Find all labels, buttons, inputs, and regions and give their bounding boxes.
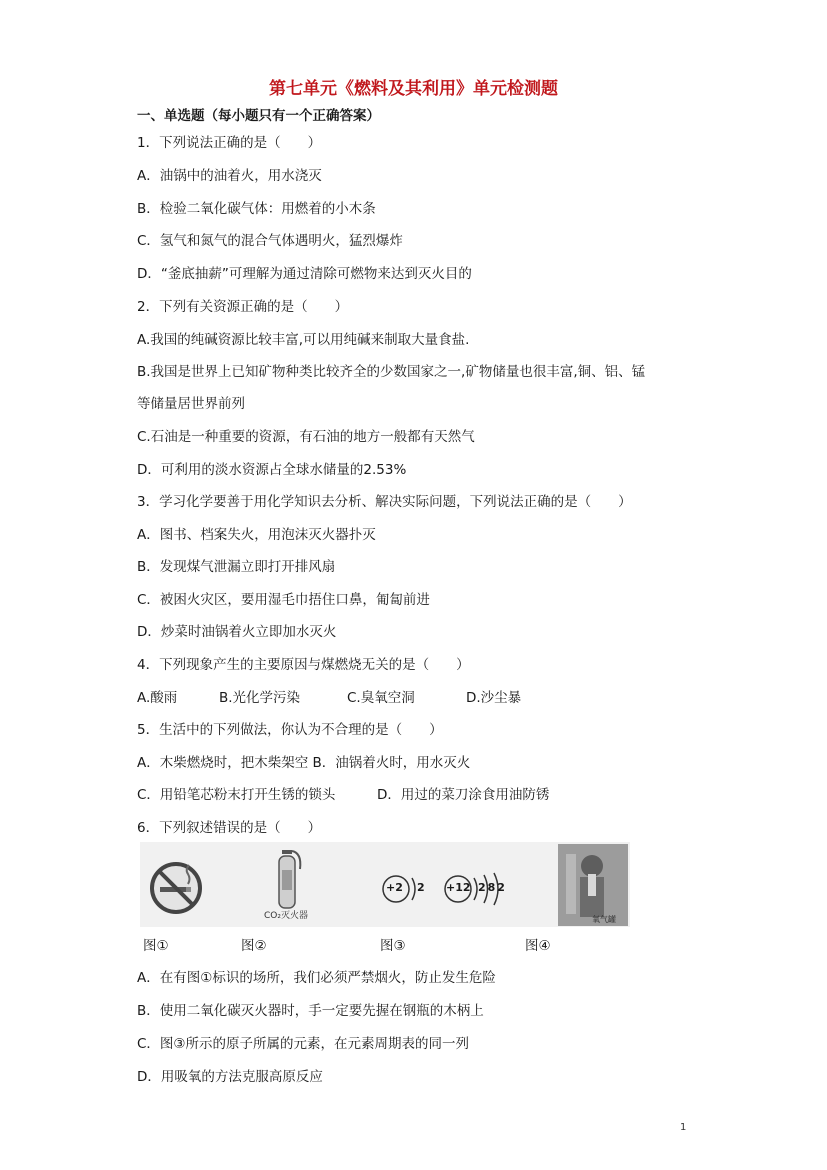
q2-option-d: D．可利用的淡水资源占全球水储量的2.53%	[137, 462, 407, 478]
q3-option-c: C．被困火灾区，要用湿毛巾捂住口鼻，匍匐前进	[137, 592, 430, 608]
q6-option-a: A．在有图①标识的场所，我们必须严禁烟火，防止发生危险	[137, 970, 496, 986]
q3-option-b: B．发现煤气泄漏立即打开排风扇	[137, 559, 336, 575]
q2-stem: 2．下列有关资源正确的是（ ）	[137, 299, 349, 315]
q1-option-c: C．氢气和氮气的混合气体遇明火，猛烈爆炸	[137, 233, 403, 249]
q6-figure-strip	[140, 842, 630, 927]
figure-caption-3: 图③	[380, 938, 406, 954]
q5-option-c: C．用铅笔芯粉末打开生锈的锁头	[137, 787, 336, 803]
figure-caption-4: 图④	[525, 938, 551, 954]
oxygen-can-label: 氧气罐	[592, 915, 616, 924]
figure-caption-1: 图①	[143, 938, 169, 954]
fire-extinguisher-label: CO₂灭火器	[264, 911, 308, 921]
q3-option-d: D．炒菜时油锅着火立即加水灭火	[137, 624, 337, 640]
q5-option-ab: A．木柴燃烧时，把木柴架空 B．油锅着火时，用水灭火	[137, 755, 471, 771]
section-heading: 一、单选题（每小题只有一个正确答案）	[137, 108, 380, 124]
q5-options-cd	[137, 785, 587, 805]
fire-extinguisher-icon	[268, 844, 308, 912]
q6-option-d: D．用吸氧的方法克服高原反应	[137, 1069, 323, 1085]
atom1-electrons: 2	[417, 881, 425, 894]
q4-option-b: B.光化学污染	[219, 690, 301, 706]
q6-stem: 6．下列叙述错误的是（ ）	[137, 820, 322, 836]
q4-options	[137, 688, 537, 708]
atom2-shell-arc-1	[474, 878, 477, 900]
figure-caption-2: 图②	[241, 938, 267, 954]
atom1-shell-arc	[412, 878, 415, 900]
q1-option-a: A．油锅中的油着火，用水浇灭	[137, 168, 322, 184]
no-smoking-icon	[148, 860, 204, 916]
q2-option-b-line2: 等储量居世界前列	[137, 396, 245, 412]
q1-stem: 1．下列说法正确的是（ ）	[137, 135, 322, 151]
q6-option-c: C．图③所示的原子所属的元素，在元素周期表的同一列	[137, 1036, 470, 1052]
q3-stem: 3．学习化学要善于用化学知识去分析、解决实际问题，下列说法正确的是（ ）	[137, 494, 632, 510]
q6-option-b: B．使用二氧化碳灭火器时，手一定要先握在钢瓶的木柄上	[137, 1003, 484, 1019]
q5-stem: 5．生活中的下列做法，你认为不合理的是（ ）	[137, 722, 443, 738]
page-title: 第七单元《燃料及其利用》单元检测题	[269, 79, 558, 99]
q1-option-b: B．检验二氧化碳气体：用燃着的小木条	[137, 201, 376, 217]
q4-option-d: D.沙尘暴	[466, 690, 522, 706]
atom2-electrons: 282	[478, 881, 507, 894]
atom1-nucleus-charge: +2	[386, 881, 403, 894]
q2-option-a: A.我国的纯碱资源比较丰富,可以用纯碱来制取大量食盐.	[137, 332, 470, 348]
q1-option-d: D．“釜底抽薪”可理解为通过清除可燃物来达到灭火目的	[137, 266, 472, 282]
q3-option-a: A．图书、档案失火，用泡沫灭火器扑灭	[137, 527, 376, 543]
q2-option-b-line1: B.我国是世界上已知矿物种类比较齐全的少数国家之一,矿物储量也很丰富,铜、铝、锰	[137, 364, 646, 380]
q5-option-d: D．用过的菜刀涂食用油防锈	[377, 787, 550, 803]
atom2-nucleus-charge: +12	[446, 881, 471, 894]
q2-option-c: C.石油是一种重要的资源，有石油的地方一般都有天然气	[137, 429, 475, 445]
page-number: 1	[680, 1122, 687, 1133]
q4-option-c: C.臭氧空洞	[347, 690, 415, 706]
q4-option-a: A.酸雨	[137, 690, 178, 706]
q4-stem: 4．下列现象产生的主要原因与煤燃烧无关的是（ ）	[137, 657, 470, 673]
